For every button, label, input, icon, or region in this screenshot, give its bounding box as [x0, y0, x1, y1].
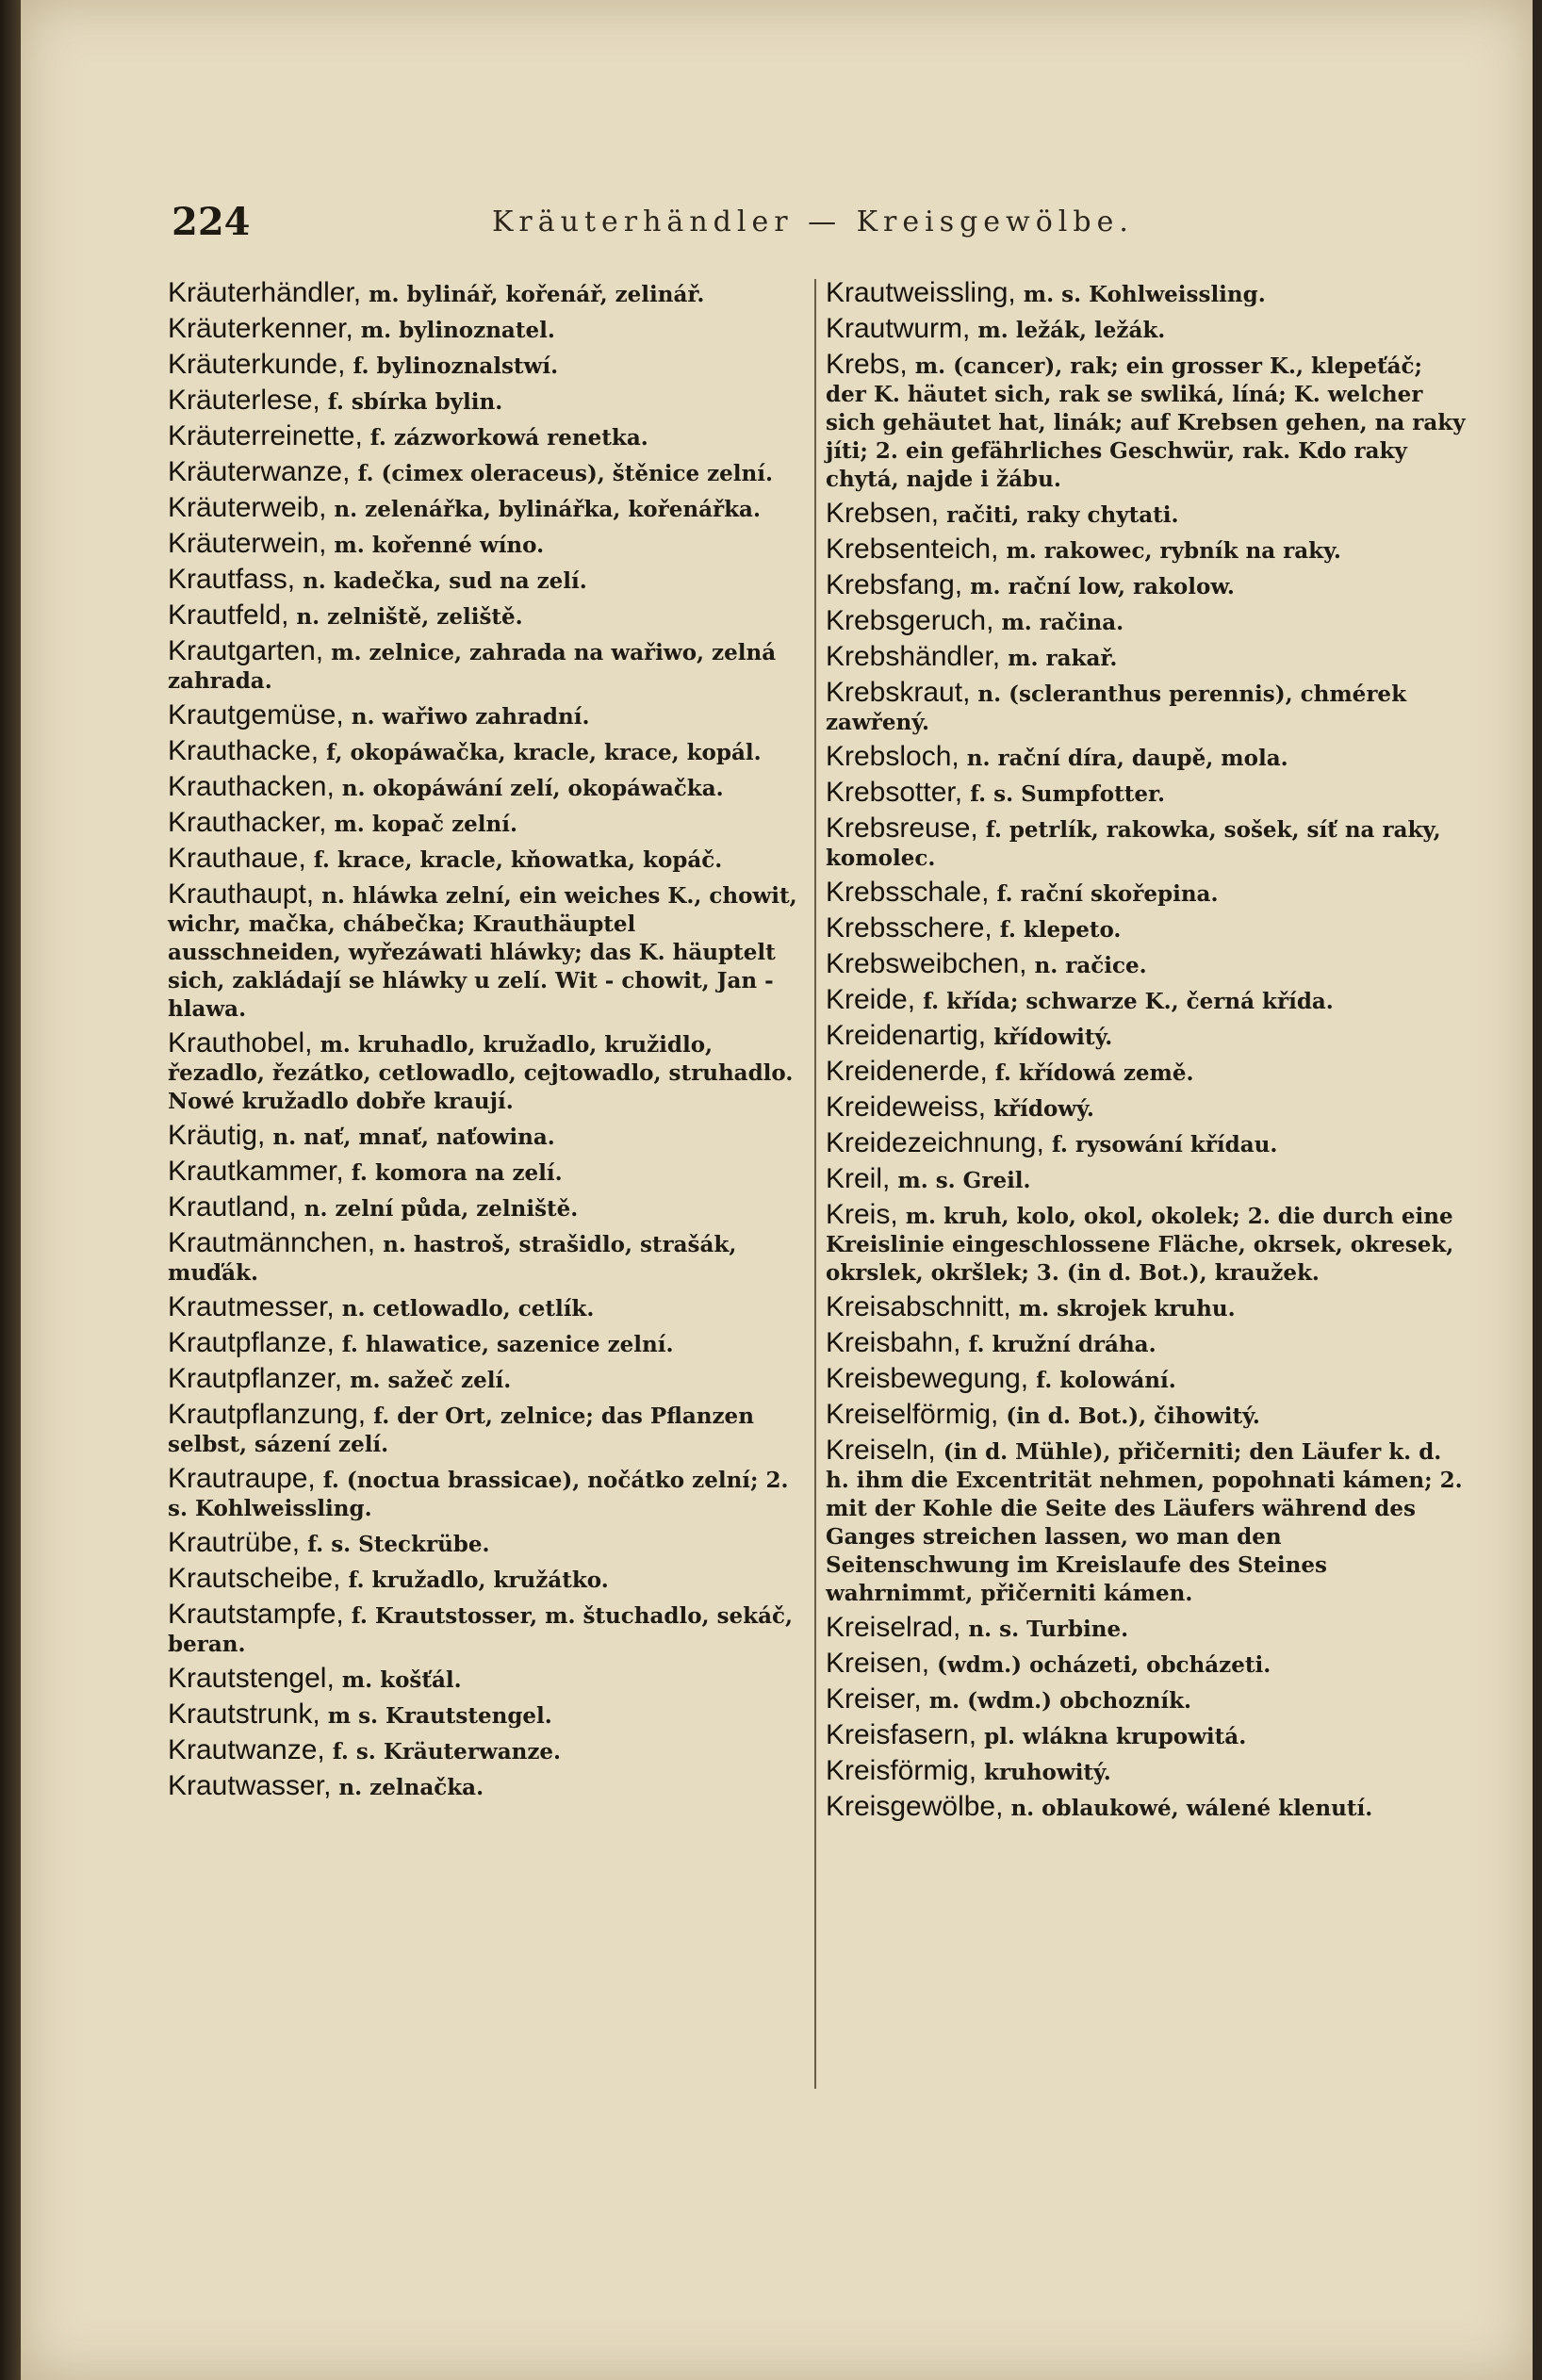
- entry-headword: Kreidezeichnung,: [826, 1127, 1044, 1158]
- dictionary-entry: [826, 914, 1467, 944]
- entry-headword: Krebskraut,: [826, 677, 971, 708]
- entry-definition: f. rysowání křídau.: [1043, 1132, 1278, 1157]
- entry-definition: m. ležák, ležák.: [970, 318, 1166, 343]
- entry-definition: m. bylinoznatel.: [353, 318, 555, 343]
- entry-headword: Kreidenerde,: [826, 1056, 988, 1087]
- entry-definition: f. křídowá země.: [987, 1060, 1194, 1086]
- dictionary-entry: [826, 1293, 1467, 1323]
- entry-headword: Kräuterhändler,: [168, 277, 362, 308]
- dictionary-entry: [826, 1721, 1467, 1751]
- dictionary-entry: [168, 1157, 805, 1188]
- entry-definition: m. skrojek kruhu.: [1010, 1296, 1236, 1321]
- entry-headword: Kräutig,: [168, 1120, 266, 1151]
- entry-headword: Krautscheibe,: [168, 1563, 341, 1594]
- dictionary-entry: [168, 1772, 805, 1802]
- dictionary-entry: [826, 535, 1467, 566]
- entry-headword: Kreisfasern,: [826, 1719, 977, 1750]
- entry-headword: Kreidenartig,: [826, 1020, 987, 1051]
- entry-definition: n. hláwka zelní, ein weiches K., chowit, wichr, mačka, chábečka; Krauthäuptel ausschneiden, wyřezáwati hláwky; das K. häuptelt sich, zakládají se hláwky u zelí. Wit - chowit, Jan - hlawa.: [168, 883, 797, 1022]
- entry-definition: f. sbírka bylin.: [320, 389, 503, 415]
- entry-headword: Kräuterwein,: [168, 528, 327, 559]
- entry-headword: Krautpflanzer,: [168, 1363, 343, 1394]
- entry-definition: m. s. Greil.: [890, 1168, 1031, 1193]
- entry-definition: m. bylinář, kořenář, zelinář.: [361, 282, 705, 307]
- dictionary-entry: [168, 1293, 805, 1323]
- entry-headword: Kreisbahn,: [826, 1327, 961, 1358]
- dictionary-entry: [168, 315, 805, 345]
- entry-definition: n. cetlowadlo, cetlík.: [334, 1296, 595, 1321]
- entry-headword: Kreideweiss,: [826, 1092, 987, 1123]
- dictionary-entry: [168, 1029, 805, 1116]
- dictionary-entry: [826, 779, 1467, 809]
- entry-headword: Krautweissling,: [826, 277, 1016, 308]
- dictionary-entry: [168, 1565, 805, 1595]
- entry-definition: f. Krautstosser, m. štuchadlo, sekáč, beran.: [168, 1603, 794, 1657]
- dictionary-entry: [826, 1329, 1467, 1359]
- dictionary-entry: [168, 530, 805, 560]
- entry-definition: f. zázworkowá renetka.: [362, 425, 648, 451]
- dictionary-entry: [168, 809, 805, 839]
- entry-headword: Kräuterwanze,: [168, 456, 351, 487]
- entry-headword: Krautraupe,: [168, 1463, 316, 1494]
- entry-headword: Krebs,: [826, 349, 908, 380]
- entry-definition: n. zelní půda, zelniště.: [296, 1196, 579, 1222]
- entry-definition: n. zelenářka, bylinářka, kořenářka.: [326, 497, 761, 522]
- entry-headword: Krautmännchen,: [168, 1227, 376, 1258]
- entry-definition: n. (scleranthus perennis), chmérek zawřený.: [826, 681, 1407, 735]
- page-number: 224: [172, 200, 251, 244]
- dictionary-entry: [168, 351, 805, 381]
- entry-headword: Krauthacken,: [168, 771, 335, 802]
- entry-headword: Kreiser,: [826, 1683, 922, 1715]
- entry-headword: Kreisförmig,: [826, 1755, 977, 1786]
- entry-headword: Kreiseln,: [826, 1435, 936, 1466]
- dictionary-entry: [168, 1122, 805, 1152]
- dictionary-entry: [168, 1401, 805, 1459]
- entry-definition: kruhowitý.: [976, 1760, 1111, 1785]
- entry-definition: n. oblaukowé, wálené klenutí.: [1003, 1796, 1373, 1821]
- dictionary-entry: [826, 1757, 1467, 1787]
- entry-definition: f. klepeto.: [992, 917, 1122, 943]
- entry-definition: m. račina.: [993, 610, 1124, 635]
- entry-headword: Krauthacker,: [168, 807, 327, 838]
- dictionary-entry: [168, 1229, 805, 1288]
- entry-headword: Krautwasser,: [168, 1770, 332, 1801]
- entry-definition: m. kruhadlo, kružadlo, kružidlo, řezadlo, řezátko, cetlowadlo, cejtowadlo, struhadlo. Nowé kružadlo dobře kraují.: [168, 1032, 794, 1114]
- entry-headword: Krauthobel,: [168, 1027, 313, 1059]
- entry-headword: Krautstampfe,: [168, 1599, 344, 1630]
- entry-definition: (wdm.) ocházeti, obcházeti.: [929, 1652, 1271, 1678]
- dictionary-entry: [826, 571, 1467, 601]
- entry-headword: Krautfass,: [168, 564, 296, 595]
- entry-definition: f. bylinoznalstwí.: [345, 353, 559, 379]
- entry-definition: křídowý.: [986, 1096, 1094, 1122]
- entry-definition: m. rační low, rakolow.: [962, 574, 1235, 599]
- dictionary-entry: [168, 1700, 805, 1731]
- entry-definition: f. s. Sumpfotter.: [962, 781, 1166, 807]
- dictionary-entry: [826, 1201, 1467, 1288]
- dictionary-entry: [826, 1093, 1467, 1124]
- entry-definition: f. komora na zelí.: [343, 1160, 563, 1186]
- entry-definition: m s. Krautstengel.: [320, 1703, 552, 1729]
- right-column: [826, 279, 1467, 1829]
- entry-definition: f. křída; schwarze K., černá křída.: [915, 989, 1334, 1014]
- entry-definition: f. hlawatice, sazenice zelní.: [334, 1332, 674, 1357]
- entry-headword: Krautpflanze,: [168, 1327, 335, 1358]
- dictionary-entry: [826, 950, 1467, 980]
- entry-definition: m. rakař.: [1000, 646, 1118, 671]
- entry-headword: Kreil,: [826, 1163, 891, 1194]
- dictionary-entry: [168, 1193, 805, 1223]
- entry-definition: f. krace, kracle, kňowatka, kopáč.: [305, 847, 723, 873]
- entry-headword: Kräuterlese,: [168, 385, 320, 416]
- entry-headword: Krautwurm,: [826, 313, 971, 344]
- entry-headword: Kräuterweib,: [168, 492, 327, 523]
- entry-headword: Krebshändler,: [826, 641, 1001, 672]
- dictionary-entry: [826, 1436, 1467, 1608]
- entry-definition: n. rační díra, daupě, mola.: [959, 746, 1288, 771]
- entry-headword: Kräuterkenner,: [168, 313, 353, 344]
- entry-headword: Krautpflanzung,: [168, 1399, 367, 1430]
- entry-definition: f. kolowání.: [1028, 1368, 1176, 1393]
- dictionary-entry: [826, 1058, 1467, 1088]
- running-head: Kräuterhändler — Kreisgewölbe.: [492, 205, 1134, 238]
- entry-definition: m. košťál.: [334, 1667, 462, 1693]
- entry-definition: m. kořenné wíno.: [326, 533, 545, 558]
- entry-definition: n. kadečka, sud na zelí.: [295, 568, 587, 594]
- entry-headword: Krautmesser,: [168, 1291, 335, 1322]
- dictionary-entry: [168, 458, 805, 488]
- dictionary-entry: [826, 351, 1467, 494]
- dictionary-entry: [168, 494, 805, 524]
- entry-definition: n. zelnačka.: [331, 1775, 484, 1800]
- entry-definition: křídowitý.: [986, 1025, 1113, 1050]
- dictionary-entry: [826, 1022, 1467, 1052]
- dictionary-entry: [168, 701, 805, 731]
- entry-headword: Kreisabschnitt,: [826, 1291, 1011, 1322]
- entry-headword: Krebsreuse,: [826, 812, 978, 844]
- dictionary-entry: [826, 814, 1467, 873]
- entry-headword: Krauthacke,: [168, 735, 320, 766]
- dictionary-entry: [826, 878, 1467, 909]
- entry-headword: Krautstengel,: [168, 1663, 335, 1694]
- entry-definition: m. kopač zelní.: [326, 812, 517, 837]
- dictionary-entry: [826, 279, 1467, 309]
- entry-definition: n. wařiwo zahradní.: [343, 704, 590, 730]
- entry-headword: Krautland,: [168, 1191, 297, 1223]
- dictionary-entry: [168, 845, 805, 875]
- dictionary-entry: [168, 279, 805, 309]
- entry-headword: Krebsschere,: [826, 912, 992, 944]
- entry-headword: Krauthaupt,: [168, 878, 315, 910]
- dictionary-entry: [826, 743, 1467, 773]
- dictionary-entry: [826, 679, 1467, 737]
- column-divider: [814, 279, 816, 2089]
- dictionary-entry: [168, 566, 805, 596]
- entry-definition: f. kružní dráha.: [960, 1332, 1156, 1357]
- entry-definition: f, okopáwačka, kracle, krace, kopál.: [319, 740, 762, 765]
- entry-headword: Krautrübe,: [168, 1527, 301, 1558]
- entry-headword: Krautgarten,: [168, 635, 324, 666]
- entry-headword: Krebsenteich,: [826, 533, 999, 565]
- entry-headword: Kräuterreinette,: [168, 420, 363, 451]
- entry-definition: n. okopáwání zelí, okopáwačka.: [334, 776, 724, 801]
- entry-headword: Kreiselrad,: [826, 1612, 961, 1643]
- entry-headword: Kreisbewegung,: [826, 1363, 1029, 1394]
- entry-definition: n. nať, mnať, naťowina.: [265, 1124, 555, 1150]
- dictionary-entry: [168, 1529, 805, 1559]
- entry-headword: Krautkammer,: [168, 1156, 344, 1187]
- dictionary-entry: [168, 773, 805, 803]
- entry-headword: Krebsweibchen,: [826, 948, 1027, 979]
- entry-definition: m. s. Kohlweissling.: [1015, 282, 1266, 307]
- entry-headword: Kreide,: [826, 984, 916, 1015]
- dictionary-entry: [826, 1614, 1467, 1644]
- entry-headword: Krebsotter,: [826, 777, 963, 808]
- dictionary-entry: [168, 1365, 805, 1395]
- dictionary-entry: [826, 1685, 1467, 1715]
- entry-definition: f. rační skořepina.: [989, 881, 1219, 907]
- entry-headword: Krautgemüse,: [168, 699, 344, 730]
- dictionary-entry: [168, 601, 805, 632]
- dictionary-entry: [168, 880, 805, 1024]
- entry-headword: Krauthaue,: [168, 843, 306, 874]
- entry-headword: Kräuterkunde,: [168, 349, 346, 380]
- dictionary-entry: [826, 1793, 1467, 1823]
- entry-definition: m. (wdm.) obchozník.: [921, 1688, 1192, 1714]
- dictionary-entry: [826, 1365, 1467, 1395]
- entry-definition: f. s. Steckrübe.: [300, 1532, 490, 1557]
- page-header: [172, 200, 1491, 256]
- entry-headword: Krautfeld,: [168, 599, 289, 631]
- entry-definition: m. zelnice, zahrada na wařiwo, zelná zahrada.: [168, 640, 777, 694]
- entry-headword: Kreisen,: [826, 1648, 930, 1679]
- entry-definition: n. račice.: [1026, 953, 1147, 978]
- left-column: [168, 279, 805, 1808]
- dictionary-entry: [168, 1665, 805, 1695]
- entry-headword: Krebsloch,: [826, 741, 960, 772]
- entry-definition: f. (noctua brassicae), nočátko zelní; 2. s. Kohlweissling.: [168, 1468, 789, 1521]
- dictionary-entry: [826, 607, 1467, 637]
- entry-headword: Krebsgeruch,: [826, 605, 994, 636]
- entry-headword: Krautstrunk,: [168, 1699, 320, 1730]
- entry-definition: f. petrlík, rakowka, sošek, síť na raky, komolec.: [826, 817, 1441, 871]
- entry-definition: n. zelniště, zeliště.: [288, 604, 523, 630]
- entry-definition: m. sažeč zelí.: [342, 1368, 512, 1393]
- dictionary-entry: [168, 422, 805, 452]
- entry-definition: (in d. Mühle), přičerniti; den Läufer k. d. h. ihm die Excentrität nehmen, popohnati kámen; 2. mit der Kohle die Seite des Läufers während des Ganges streichen lassen, wo man den Seitenschwung im Kreislaufe des Steines wahrnimmt, přičerniti kámen.: [826, 1439, 1463, 1606]
- entry-definition: n. s. Turbine.: [960, 1617, 1129, 1642]
- entry-definition: m. rakowec, rybník na raky.: [998, 538, 1341, 564]
- dictionary-entry: [826, 500, 1467, 530]
- entry-headword: Kreisgewölbe,: [826, 1791, 1004, 1822]
- entry-definition: (in d. Bot.), čihowitý.: [998, 1403, 1260, 1429]
- dictionary-entry: [826, 1129, 1467, 1159]
- dictionary-entry: [168, 1465, 805, 1523]
- dictionary-entry: [826, 643, 1467, 673]
- entry-definition: m. (cancer), rak; ein grosser K., klepeťáč; der K. häutet sich, rak se swliká, líná; K. welcher sich gehäutet hat, linák; auf Krebsen gehen, na raky jíti; 2. ein gefährliches Geschwür, rak. Kdo raky chytá, najde i žábu.: [826, 353, 1466, 492]
- dictionary-entry: [168, 637, 805, 696]
- dictionary-entry: [826, 986, 1467, 1016]
- dictionary-entry: [168, 1329, 805, 1359]
- entry-definition: f. (cimex oleraceus), štěnice zelní.: [350, 461, 773, 486]
- entry-definition: f. der Ort, zelnice; das Pflanzen selbst, sázení zelí.: [168, 1403, 754, 1457]
- dictionary-entry: [826, 1165, 1467, 1195]
- entry-definition: f. s. Kräuterwanze.: [324, 1739, 562, 1764]
- entry-definition: m. kruh, kolo, okol, okolek; 2. die durch eine Kreislinie eingeschlossene Fläche, okrsek, okresek, okrslek, okršlek; 3. (in d. Bot.), kraužek.: [826, 1204, 1454, 1286]
- book-spine-shadow: [0, 0, 21, 2380]
- entry-definition: pl. wlákna krupowitá.: [976, 1724, 1247, 1749]
- entry-definition: n. hastroš, strašidlo, strašák, muďák.: [168, 1232, 737, 1286]
- dictionary-entry: [826, 1650, 1467, 1680]
- dictionary-entry: [168, 1600, 805, 1659]
- entry-headword: Krebsen,: [826, 498, 940, 529]
- dictionary-entry: [168, 386, 805, 417]
- dictionary-entry: [826, 315, 1467, 345]
- entry-headword: Krebsfang,: [826, 569, 963, 600]
- entry-headword: Kreis,: [826, 1199, 898, 1230]
- dictionary-entry: [168, 737, 805, 767]
- dictionary-entry: [168, 1736, 805, 1766]
- entry-headword: Kreiselförmig,: [826, 1399, 999, 1430]
- entry-headword: Krautwanze,: [168, 1734, 325, 1765]
- entry-headword: Krebsschale,: [826, 877, 990, 908]
- dictionary-entry: [826, 1401, 1467, 1431]
- entry-definition: f. kružadlo, kružátko.: [340, 1568, 609, 1593]
- entry-definition: račiti, raky chytati.: [939, 502, 1179, 528]
